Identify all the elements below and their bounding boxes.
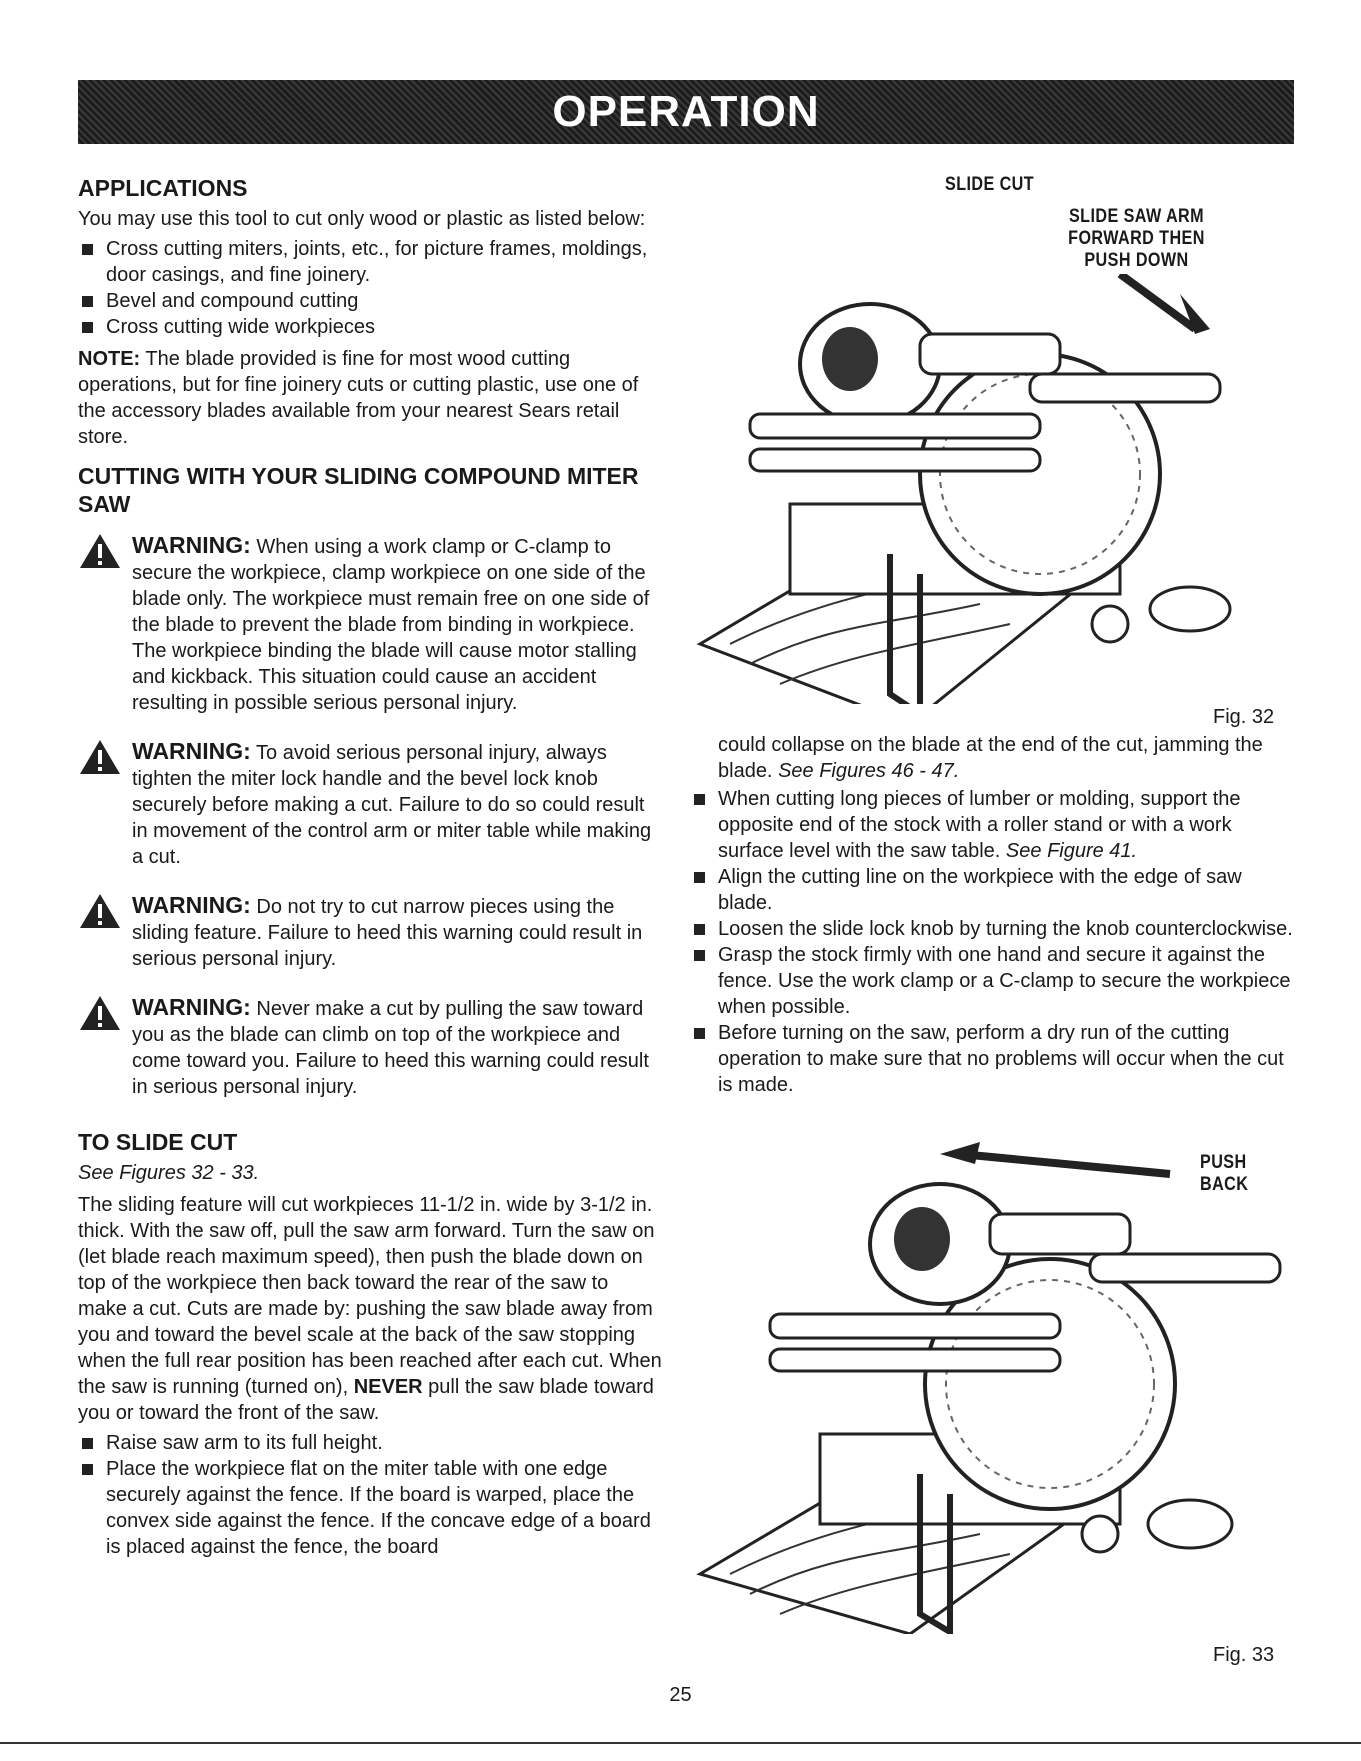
fig33-label: Fig. 33	[1213, 1644, 1275, 1666]
list-item: Bevel and compound cutting	[78, 288, 662, 314]
fig32-callout: SLIDE SAW ARM FORWARD THEN PUSH DOWN	[1068, 206, 1205, 271]
fig32-saw-illustration	[690, 274, 1290, 704]
slide-cut-paragraph: The sliding feature will cut workpieces 11-1/2 in. wide by 3-1/2 in. thick. With the saw off, pull the saw arm forward. Turn the saw on (let blade reach maximum speed), then push the blade down on top of the workpiece then back toward the rear of the saw to make a cut. Cuts are made by: pushing the saw blade away from you and toward the bevel scale at the back of the saw stopping when the full rear position has been reached after each cut. When the saw is running (turned on), NEVER pull the saw blade toward you or toward the front of the saw.	[78, 1194, 662, 1424]
cutting-heading: CUTTING WITH YOUR SLIDING COMPOUND MITER SAW	[78, 463, 639, 517]
right-text-block	[690, 732, 1294, 1104]
list-item: Align the cutting line on the workpiece with the edge of saw blade.	[690, 864, 1294, 916]
left-column	[78, 174, 662, 1566]
applications-note: NOTE: The blade provided is fine for most wood cutting operations, but for fine joinery cuts or cutting plastic, use one of the accessory blades available from your nearest Sears retail store.	[78, 348, 639, 448]
warning-block: WARNING: Do not try to cut narrow pieces using the sliding feature. Failure to heed this warning could result in serious personal injury.	[78, 892, 662, 972]
applications-list	[78, 236, 662, 340]
fig32-caption: SLIDE CUT	[945, 174, 1035, 195]
slide-cut-see: See Figures 32 - 33.	[78, 1162, 260, 1184]
fig33-callout: PUSH BACK	[1200, 1152, 1249, 1195]
list-item: When cutting long pieces of lumber or molding, support the opposite end of the stock with a roller stand or with a work surface level with the saw table. See Figure 41.	[690, 786, 1294, 864]
square-bullet-icon	[694, 924, 705, 935]
warning-block: WARNING: When using a work clamp or C-clamp to secure the workpiece, clamp workpiece on one side of the blade only. The workpiece must remain free on one side of the blade to prevent the blade from binding in workpiece. The workpiece binding the blade will cause motor stalling and kickback. This situation could cause an accident resulting in possible serious personal injury.	[78, 532, 662, 716]
list-item: Grasp the stock firmly with one hand and secure it against the fence. Use the work clamp or a C-clamp to secure the workpiece when possible.	[690, 942, 1294, 1020]
fig32-label: Fig. 32	[1213, 706, 1275, 728]
list-item: Place the workpiece flat on the miter table with one edge securely against the fence. If the board is warped, place the convex side against the fence. If the concave edge of a board is placed against the fence, the board	[78, 1456, 662, 1560]
section-banner	[78, 80, 1294, 144]
square-bullet-icon	[82, 296, 93, 307]
square-bullet-icon	[82, 322, 93, 333]
list-item: Before turning on the saw, perform a dry run of the cutting operation to make sure that no problems will occur when the cut is made.	[690, 1020, 1294, 1098]
square-bullet-icon	[694, 872, 705, 883]
right-list	[690, 786, 1294, 1098]
square-bullet-icon	[82, 1464, 93, 1475]
list-item: Cross cutting wide workpieces	[78, 314, 662, 340]
warning-triangle-icon	[78, 892, 122, 930]
slide-cut-list	[78, 1430, 662, 1560]
list-item: Loosen the slide lock knob by turning the knob counterclockwise.	[690, 916, 1294, 942]
continued-paragraph: could collapse on the blade at the end of the cut, jamming the blade. See Figures 46 - 47.	[718, 734, 1263, 782]
warning-block: WARNING: Never make a cut by pulling the saw toward you as the blade can climb on top of the workpiece and come toward you. Failure to heed this warning could result in serious personal injury.	[78, 994, 662, 1100]
square-bullet-icon	[82, 1438, 93, 1449]
warning-triangle-icon	[78, 738, 122, 776]
applications-heading: APPLICATIONS	[78, 175, 248, 201]
warning-triangle-icon	[78, 994, 122, 1032]
square-bullet-icon	[694, 1028, 705, 1039]
square-bullet-icon	[694, 794, 705, 805]
square-bullet-icon	[82, 244, 93, 255]
list-item: Cross cutting miters, joints, etc., for picture frames, moldings, door casings, and fine joinery.	[78, 236, 662, 288]
square-bullet-icon	[694, 950, 705, 961]
fig33-saw-illustration	[690, 1134, 1290, 1634]
banner-title: OPERATION	[552, 87, 820, 136]
page-number: 25	[669, 1684, 692, 1706]
slide-cut-heading: TO SLIDE CUT	[78, 1129, 238, 1155]
warning-triangle-icon	[78, 532, 122, 570]
list-item: Raise saw arm to its full height.	[78, 1430, 662, 1456]
applications-intro: You may use this tool to cut only wood or plastic as listed below:	[78, 208, 646, 230]
warning-block: WARNING: To avoid serious personal injury, always tighten the miter lock handle and the bevel lock knob securely before making a cut. Failure to do so could result in movement of the control arm or miter table while making a cut.	[78, 738, 662, 870]
bottom-rule	[0, 1742, 1361, 1744]
